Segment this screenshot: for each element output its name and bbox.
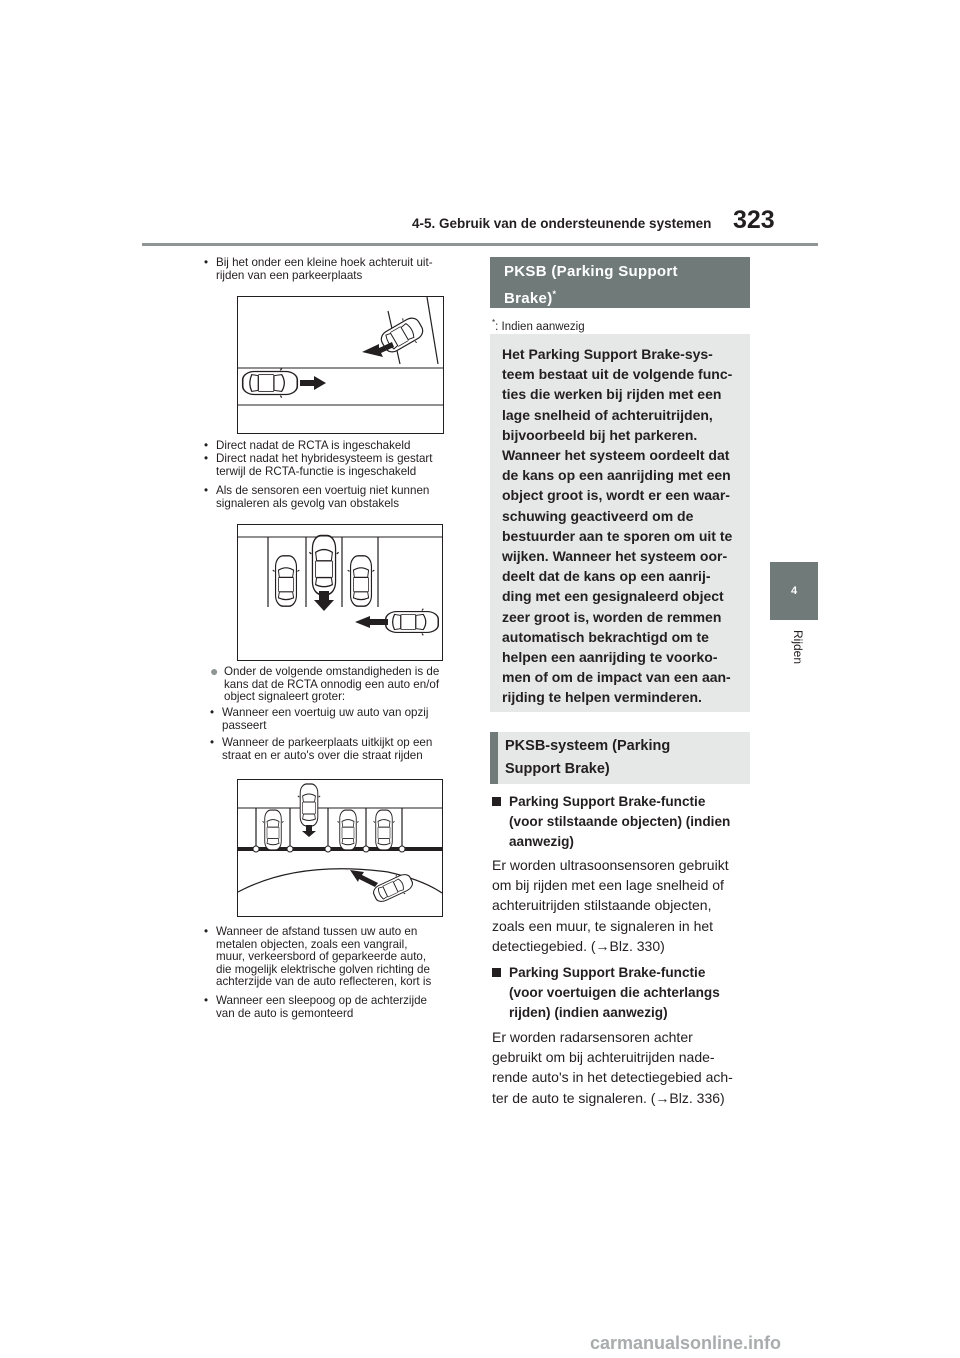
- heading-accent-bar: [490, 732, 498, 784]
- bullet-glyph: •: [210, 706, 215, 719]
- arrow-icon: [350, 870, 378, 887]
- watermark: carmanualsonline.info: [590, 1333, 782, 1353]
- section-heading-title: PKSB-systeem (Parking Support Brake): [505, 738, 671, 777]
- running-header-section: 4-5. Gebruik van de ondersteunende systemen: [412, 216, 712, 231]
- passing-car-icon: [370, 870, 415, 906]
- subheading-text: Parking Support Brake-functie (voor voertuigen die achterlangs rijden) (indien aanwezig): [509, 965, 720, 1020]
- section-heading-pksb: [490, 257, 750, 308]
- section-heading-text: [504, 261, 678, 310]
- illustration-angled-reverse-parking: [237, 296, 444, 434]
- page-number: 323: [733, 206, 775, 234]
- parked-car-icon: [374, 810, 395, 850]
- arrow-icon: [302, 825, 316, 837]
- circle-bullet-icon: ●: [210, 663, 219, 679]
- list-item-text: Onder de volgende omstandigheden is de kans dat de RCTA onnodig een auto en/of object signaleert groter:: [224, 665, 440, 704]
- reversing-car-icon: [309, 536, 338, 595]
- list-item-text: Wanneer een voertuig uw auto van opzij passeert: [222, 706, 429, 732]
- list-item-text: Direct nadat het hybridesysteem is gestart terwijl de RCTA-functie is ingeschakeld: [216, 452, 433, 478]
- subheading-stationary-objects: [492, 792, 752, 854]
- footnote-marker: *: [552, 289, 557, 299]
- bullet-glyph: •: [204, 484, 209, 497]
- footnote-marker: *: [492, 318, 496, 327]
- parked-car-icon: [263, 810, 284, 850]
- arrow-icon: [300, 376, 326, 390]
- chapter-tab-label: Rijden: [791, 630, 805, 665]
- illustration-obstructed-parking: [237, 524, 443, 661]
- section-heading-title: PKSB (Parking Support Brake): [504, 263, 678, 307]
- parked-car-icon: [273, 556, 300, 606]
- square-bullet-icon: [492, 797, 501, 806]
- subheading-text: Parking Support Brake-functie (voor stilstaande objecten) (indien aanwezig): [509, 794, 731, 849]
- list-item-text: Direct nadat de RCTA is ingeschakeld: [216, 439, 411, 452]
- header-divider: [142, 243, 818, 246]
- bullet-glyph: •: [204, 452, 209, 465]
- parked-car-icon: [348, 556, 375, 606]
- list-item-text: Als de sensoren een voertuig niet kunnen signaleren als gevolg van obstakels: [216, 484, 430, 510]
- subheading-rear-crossing-vehicles: [492, 963, 752, 1025]
- chapter-tab[interactable]: 4: [770, 562, 818, 620]
- parked-car-icon: [338, 810, 359, 850]
- footnote: [492, 318, 585, 333]
- passing-car-icon: [243, 368, 298, 397]
- paragraph-rear-crossing-vehicles: Er worden radarsensoren achter gebruikt om bij achteruitrijden nade- rende auto's in het detectiegebied ach- ter de auto te signaleren. (→Blz. 336): [492, 1029, 733, 1106]
- section-heading-pksb-system: [490, 732, 750, 784]
- footnote-text: : Indien aanwezig: [495, 320, 585, 333]
- reversing-car-icon: [298, 784, 320, 826]
- arrow-icon: [355, 616, 388, 628]
- list-item-text: Bij het onder een kleine hoek achteruit uit- rijden van een parkeerplaats: [216, 256, 433, 282]
- bullet-glyph: •: [210, 736, 215, 749]
- intro-text: Het Parking Support Brake-sys- teem bestaat uit de volgende func- ties die werken bij rijden met een lage snelheid of achteruitrijden, bijvoorbeeld bij het parkeren. Wanneer het systeem oordeelt dat de kans op een aanrijding met een object groot is, wordt er een waar- schuwing geactiveerd om de bestuurder aan te sporen om uit te wijken. Wanneer het systeem oor- deelt dat de kans op een aanrij- ding met een gesignaleerd object zeer groot is, worden de remmen automatisch bekrachtigd om te helpen een aanrijding te voorko- men of om de impact van een aan- rijding te helpen verminderen.: [502, 346, 733, 706]
- illustration-parking-facing-street: [237, 779, 443, 917]
- bullet-glyph: •: [204, 994, 209, 1007]
- bullet-glyph: •: [204, 925, 209, 938]
- passing-car-icon: [386, 609, 439, 636]
- square-bullet-icon: [492, 968, 501, 977]
- intro-box: [490, 334, 750, 712]
- list-item-text: Wanneer de parkeerplaats uitkijkt op een straat en er auto's over die straat rijden: [222, 736, 433, 762]
- bullet-glyph: •: [204, 439, 209, 452]
- paragraph-stationary-objects: Er worden ultrasoonsensoren gebruikt om bij rijden met een lage snelheid of achteruitrijden stilstaande objecten, zoals een muur, te signaleren in het detectiegebied. (→Blz. 330): [492, 857, 729, 954]
- bullet-glyph: •: [204, 256, 209, 269]
- list-item-text: Wanneer een sleepoog op de achterzijde van de auto is gemonteerd: [216, 994, 427, 1020]
- list-item-text: Wanneer de afstand tussen uw auto en metalen objecten, zoals een vangrail, muur, verkeersbord of geparkeerde auto, die mogelijk elektrische golven richting de achterzijde van de auto reflecteren, kort is: [216, 925, 432, 989]
